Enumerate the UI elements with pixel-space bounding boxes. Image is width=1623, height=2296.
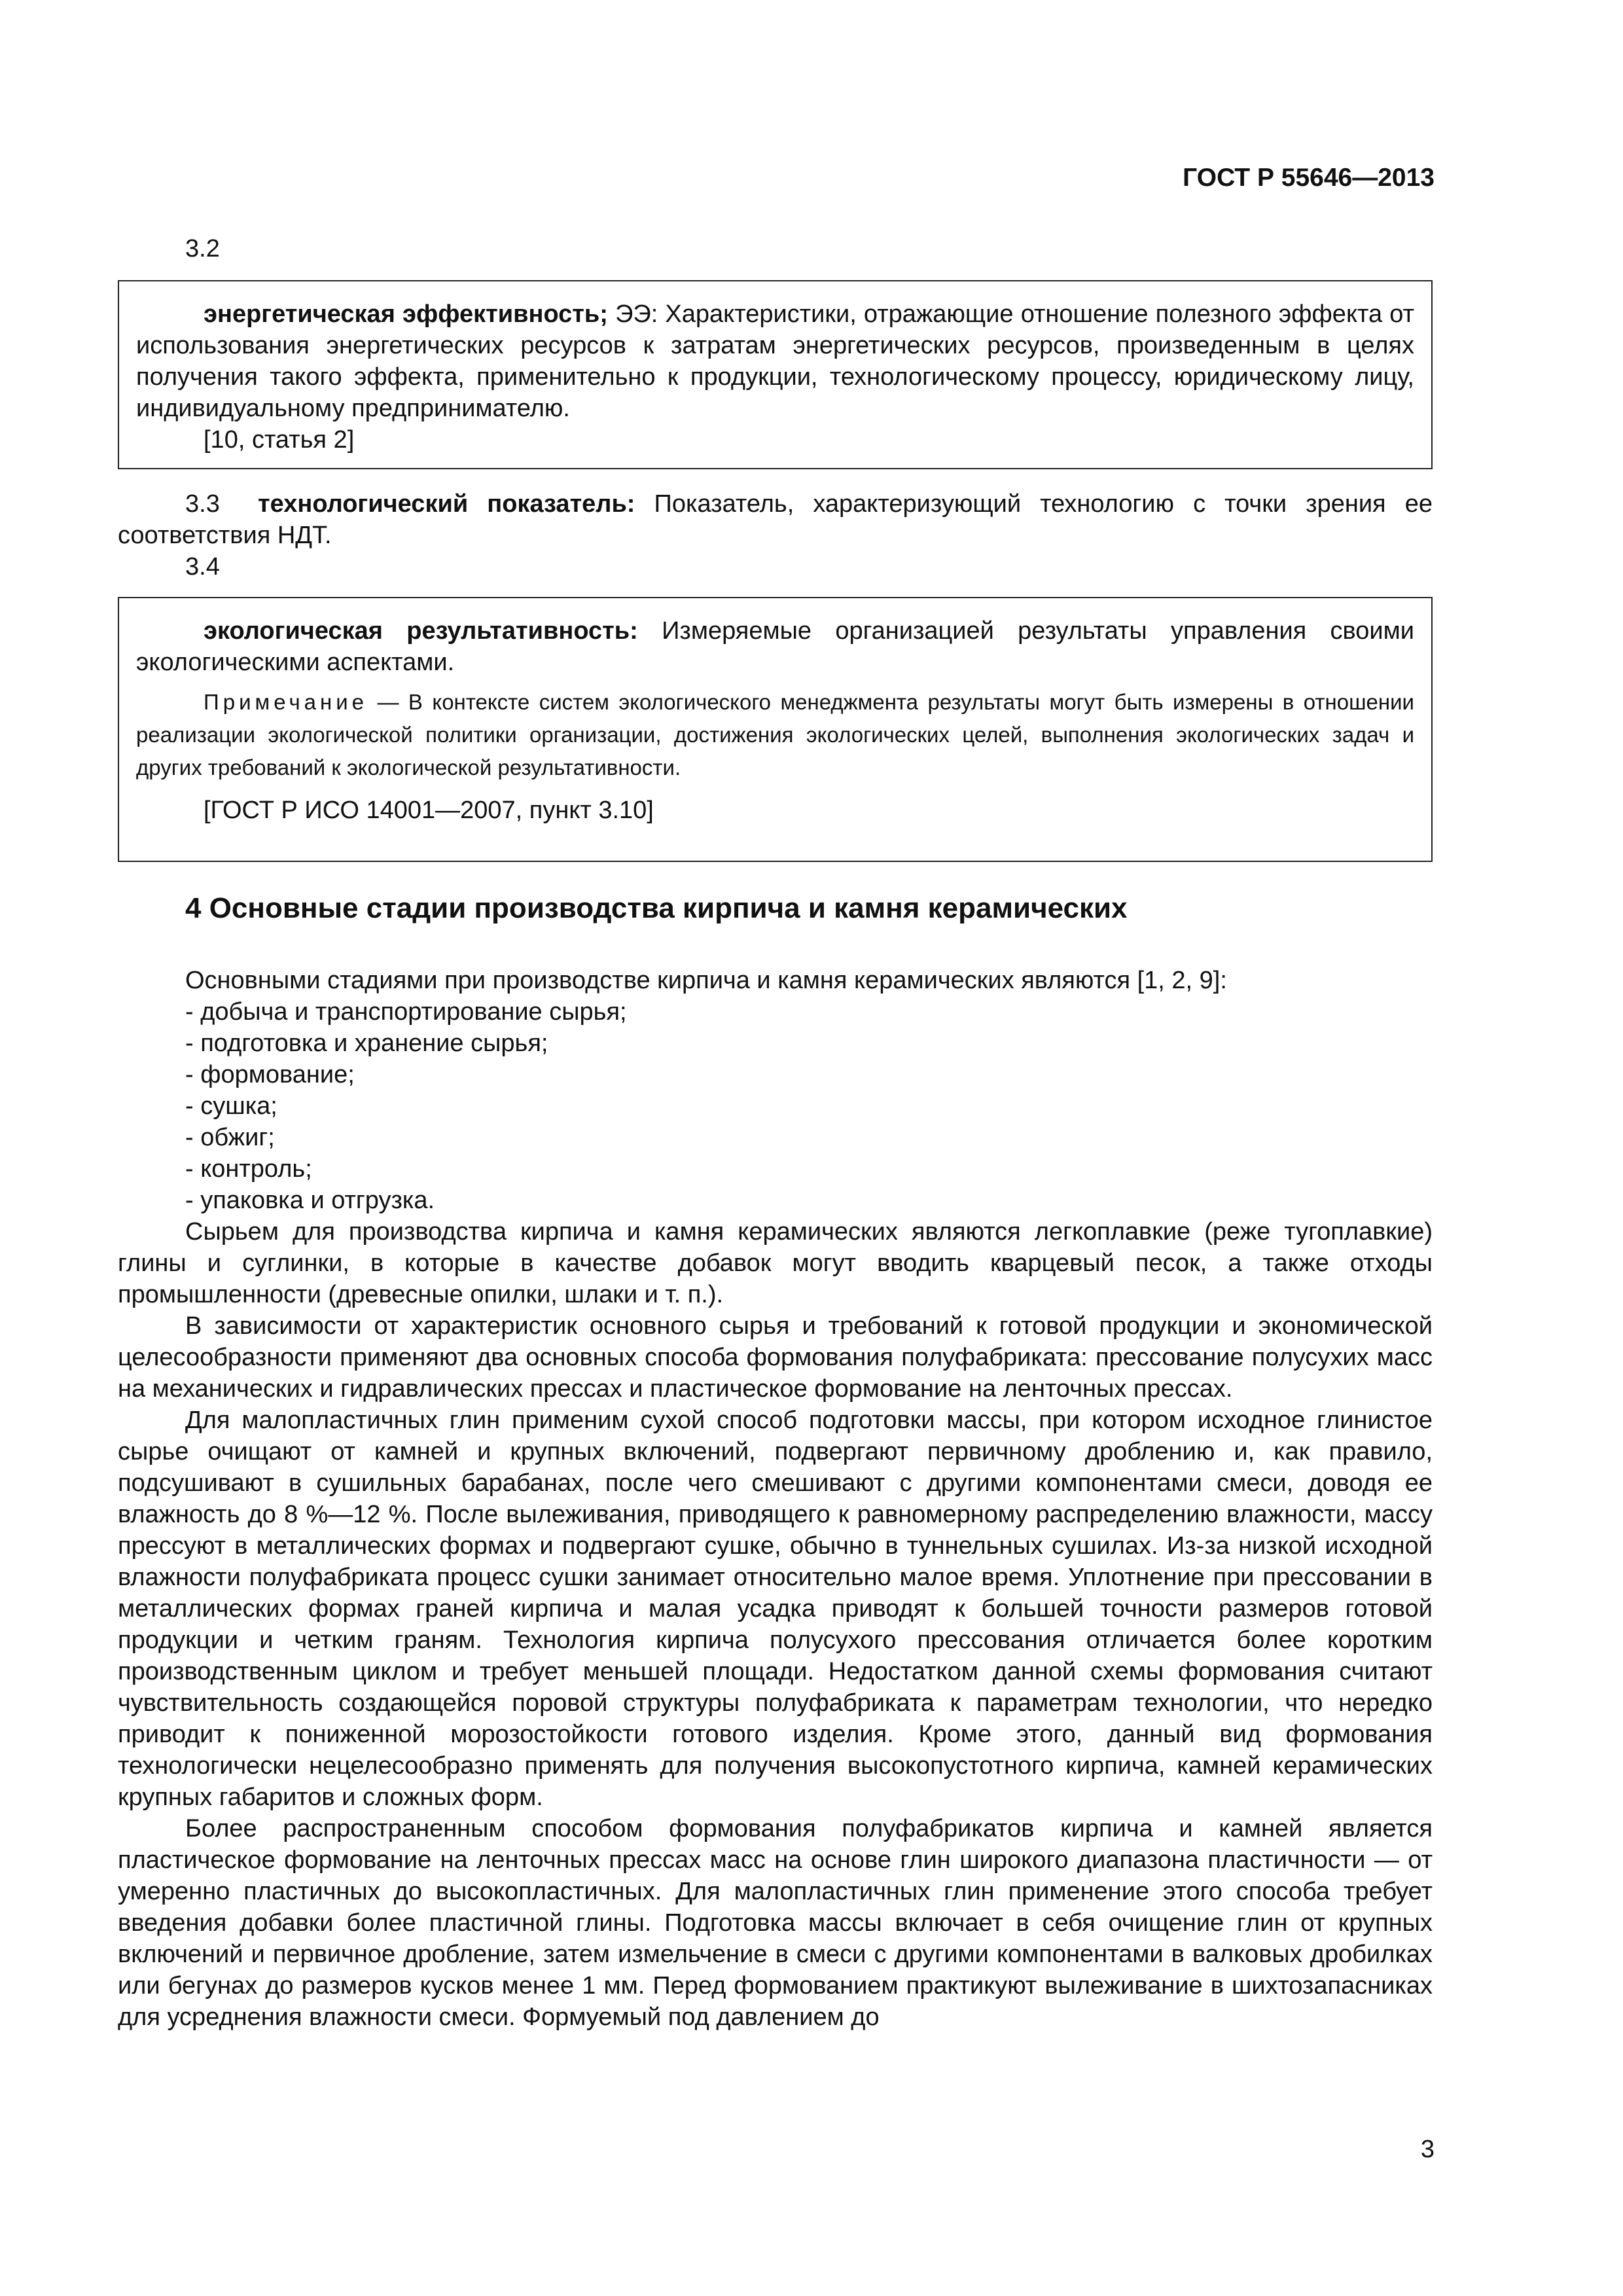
list-item: - добыча и транспортирование сырья; [185,998,627,1026]
definition-3-2 [136,298,1414,424]
term-energy-efficiency: энергетическая эффективность; [204,300,608,328]
paragraph-plastic-forming: Более распространенным способом формования полуфабрикатов кирпича и камней является пластическое формование на ленточных прессах масс на основе глин широкого диапазона пластичности — от умеренно пластичных до высокопластичных. Для малопластичных глин применение этого способа требует введения добавки более пластичной глины. Подготовка массы включает в себя очищение глин от крупных включений и первичное дробление, затем измельчение в смеси с другими компонентами в валковых дробилках или бегунах до размеров кусков менее 1 мм. Перед формованием практикуют вылеживание в шихтозапасниках для усреднения влажности смеси. Формуемый под давлением до [118,1815,1433,2031]
list-item: - контроль; [185,1155,312,1183]
page-number: 3 [1420,2136,1435,2163]
note-label: Примечание [204,690,368,714]
list-item: - подготовка и хранение сырья; [185,1030,548,1057]
clause-3-3 [118,488,1433,551]
list-item: - формование; [185,1061,355,1088]
definition-3-3 [118,488,1433,551]
section-heading-4: 4 Основные стадии производства кирпича и камня керамических [185,892,1128,924]
source-3-4: [ГОСТ Р ИСО 14001—2007, пункт 3.10] [204,797,654,824]
source-3-2: [10, статья 2] [204,426,355,454]
list-item: - обжиг; [185,1124,275,1151]
clause-number-3-3: 3.3 [185,490,220,518]
document-code: ГОСТ Р 55646—2013 [1183,164,1435,192]
paragraph-dry-method: Для малопластичных глин применим сухой способ подготовки массы, при котором исходное глинистое сырье очищают от камней и крупных включений, подвергают первичному дроблению и, как правило, подсушивают в сушильных барабанах, после чего смешивают с другими компонентами смеси, доводя ее влажность до 8 %—12 %. После вылеживания, приводящего к равномерному распределению влажности, массу прессуют в металлических формах и подвергают сушке, обычно в туннельных сушилах. Из-за низкой исходной влажности полуфабриката процесс сушки занимает относительно малое время. Уплотнение при прессовании в металлических формах граней кирпича и малая усадка приводят к большей точности размеров готовой продукции и четким граням. Технология кирпича полусухого прессования отличается более коротким производственным циклом и требует меньшей площади. Недостатком данной схемы формования считают чувствительность создающейся поровой структуры полуфабриката к параметрам технологии, что нередко приводит к пониженной морозостойкости готового изделия. Кроме этого, данный вид формования технологически нецелесообразно применять для получения высокопустотного кирпича, камней керамических крупных габаритов и сложных форм. [118,1407,1433,1811]
definition-text-3-4: Измеряемые организацией результаты управления своими экологическими аспектами. [136,617,1414,676]
definition-text-3-2: ЭЭ: Характеристики, отражающие отношение полезного эффекта от использования энергетических ресурсов к затратам энергетических ресурсов, произведенным в целях получения такого эффекта, применительно к продукции, технологическому процессу, юридическому лицу, индивидуальному предпринимателю. [136,300,1414,422]
section-4-body [118,965,1433,2033]
definition-text-3-3: Показатель, характеризующий технологию с точки зрения ее соответствия НДТ. [118,490,1433,549]
term-environmental-performance: экологическая результативность: [204,617,638,645]
list-item: - сушка; [185,1092,277,1120]
definition-box-3-4 [118,597,1433,862]
note-text: — В контексте систем экологического менеджмента результаты могут быть измерены в отношении реализации экологической политики организации, достижения экологических целей, выполнения экологических задач и других требований к экологической результативности. [136,690,1414,780]
stages-list [118,996,1433,1216]
term-technological-indicator: технологический показатель: [257,490,635,518]
definition-3-4 [136,615,1414,678]
definition-box-3-2 [118,280,1433,469]
paragraph-raw-materials: Сырьем для производства кирпича и камня керамических являются легкоплавкие (реже тугоплавкие) глины и суглинки, в которые в качестве добавок могут вводить кварцевый песок, а также отходы промышленности (древесные опилки, шлаки и т. п.). [118,1218,1433,1308]
clause-number-3-2: 3.2 [185,235,220,262]
clause-number-3-4: 3.4 [185,553,220,581]
stages-intro: Основными стадиями при производстве кирпича и камня керамических являются [1, 2, 9]: [185,967,1227,994]
list-item: - упаковка и отгрузка. [185,1187,435,1214]
paragraph-forming-methods: В зависимости от характеристик основного сырья и требований к готовой продукции и экономической целесообразности применяют два основных способа формования полуфабриката: прессование полусухих масс на механических и гидравлических прессах и пластическое формование на ленточных прессах. [118,1312,1433,1403]
note-3-4 [136,686,1414,784]
